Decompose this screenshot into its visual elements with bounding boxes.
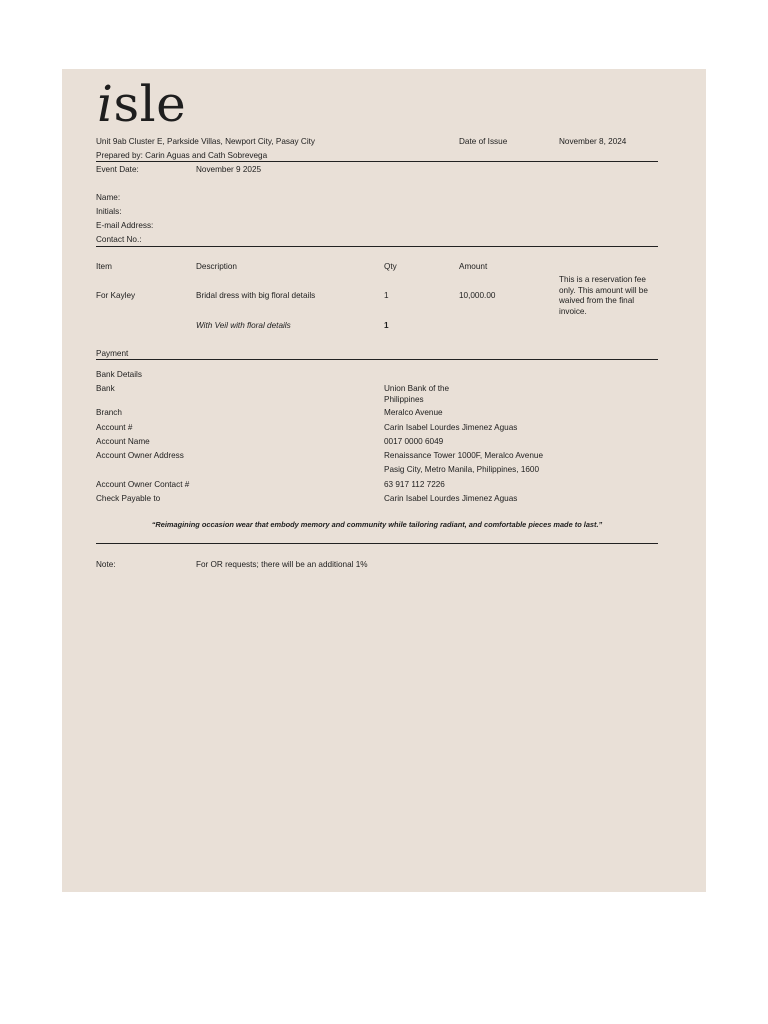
owner-address-line1: Renaissance Tower 1000F, Meralco Avenue: [384, 451, 543, 460]
owner-contact-value: 63 917 112 7226: [384, 480, 445, 489]
date-of-issue-value: November 8, 2024: [559, 137, 627, 146]
row-qty: 1: [384, 291, 389, 300]
date-of-issue-label: Date of Issue: [459, 137, 508, 146]
owner-contact-label: Account Owner Contact #: [96, 480, 190, 489]
account-number-value: Carin Isabel Lourdes Jimenez Aguas: [384, 423, 518, 432]
note-value: For OR requests; there will be an additional 1%: [196, 560, 368, 569]
client-email-label: E-mail Address:: [96, 221, 154, 230]
row-description: Bridal dress with big floral details: [196, 291, 316, 300]
check-payable-label: Check Payable to: [96, 494, 161, 503]
divider: [96, 161, 658, 162]
account-name-label: Account Name: [96, 437, 150, 446]
row-qty: 1: [384, 321, 389, 330]
event-date-value: November 9 2025: [196, 165, 262, 174]
prepared-by: Prepared by: Carin Aguas and Cath Sobrevega: [96, 151, 268, 160]
owner-address-label: Account Owner Address: [96, 451, 184, 460]
bank-details-label: Bank Details: [96, 370, 142, 379]
account-name-value: 0017 0000 6049: [384, 437, 444, 446]
row-description: With Veil with floral details: [196, 321, 291, 330]
business-address: Unit 9ab Cluster E, Parkside Villas, Newport City, Pasay City: [96, 137, 316, 146]
branch-label: Branch: [96, 408, 122, 417]
event-date-label: Event Date:: [96, 165, 139, 174]
bank-value: Union Bank of the Philippines: [384, 384, 450, 404]
reservation-fee-note: This is a reservation fee only. This amount will be waived from the final invoice.: [559, 275, 648, 316]
row-amount: 10,000.00: [459, 291, 496, 300]
client-initials-label: Initials:: [96, 207, 122, 216]
client-name-label: Name:: [96, 193, 121, 202]
column-header-description: Description: [196, 262, 237, 271]
column-header-item: Item: [96, 262, 112, 271]
column-header-qty: Qty: [384, 262, 397, 271]
owner-address-line2: Pasig City, Metro Manila, Philippines, 1600: [384, 465, 540, 474]
row-item: For Kayley: [96, 291, 136, 300]
account-number-label: Account #: [96, 423, 133, 432]
brand-tagline: “Reimagining occasion wear that embody memory and community while tailoring radiant, and comfortable pieces made to last.”: [151, 520, 603, 529]
column-header-amount: Amount: [459, 262, 488, 271]
note-label: Note:: [96, 560, 116, 569]
check-payable-value: Carin Isabel Lourdes Jimenez Aguas: [384, 494, 518, 503]
brand-logo: isle: [97, 75, 187, 133]
divider: [96, 246, 658, 247]
client-contact-label: Contact No.:: [96, 235, 142, 244]
divider: [96, 359, 658, 360]
bank-label: Bank: [96, 384, 115, 393]
divider: [96, 543, 658, 544]
payment-heading: Payment: [96, 349, 129, 358]
branch-value: Meralco Avenue: [384, 408, 443, 417]
